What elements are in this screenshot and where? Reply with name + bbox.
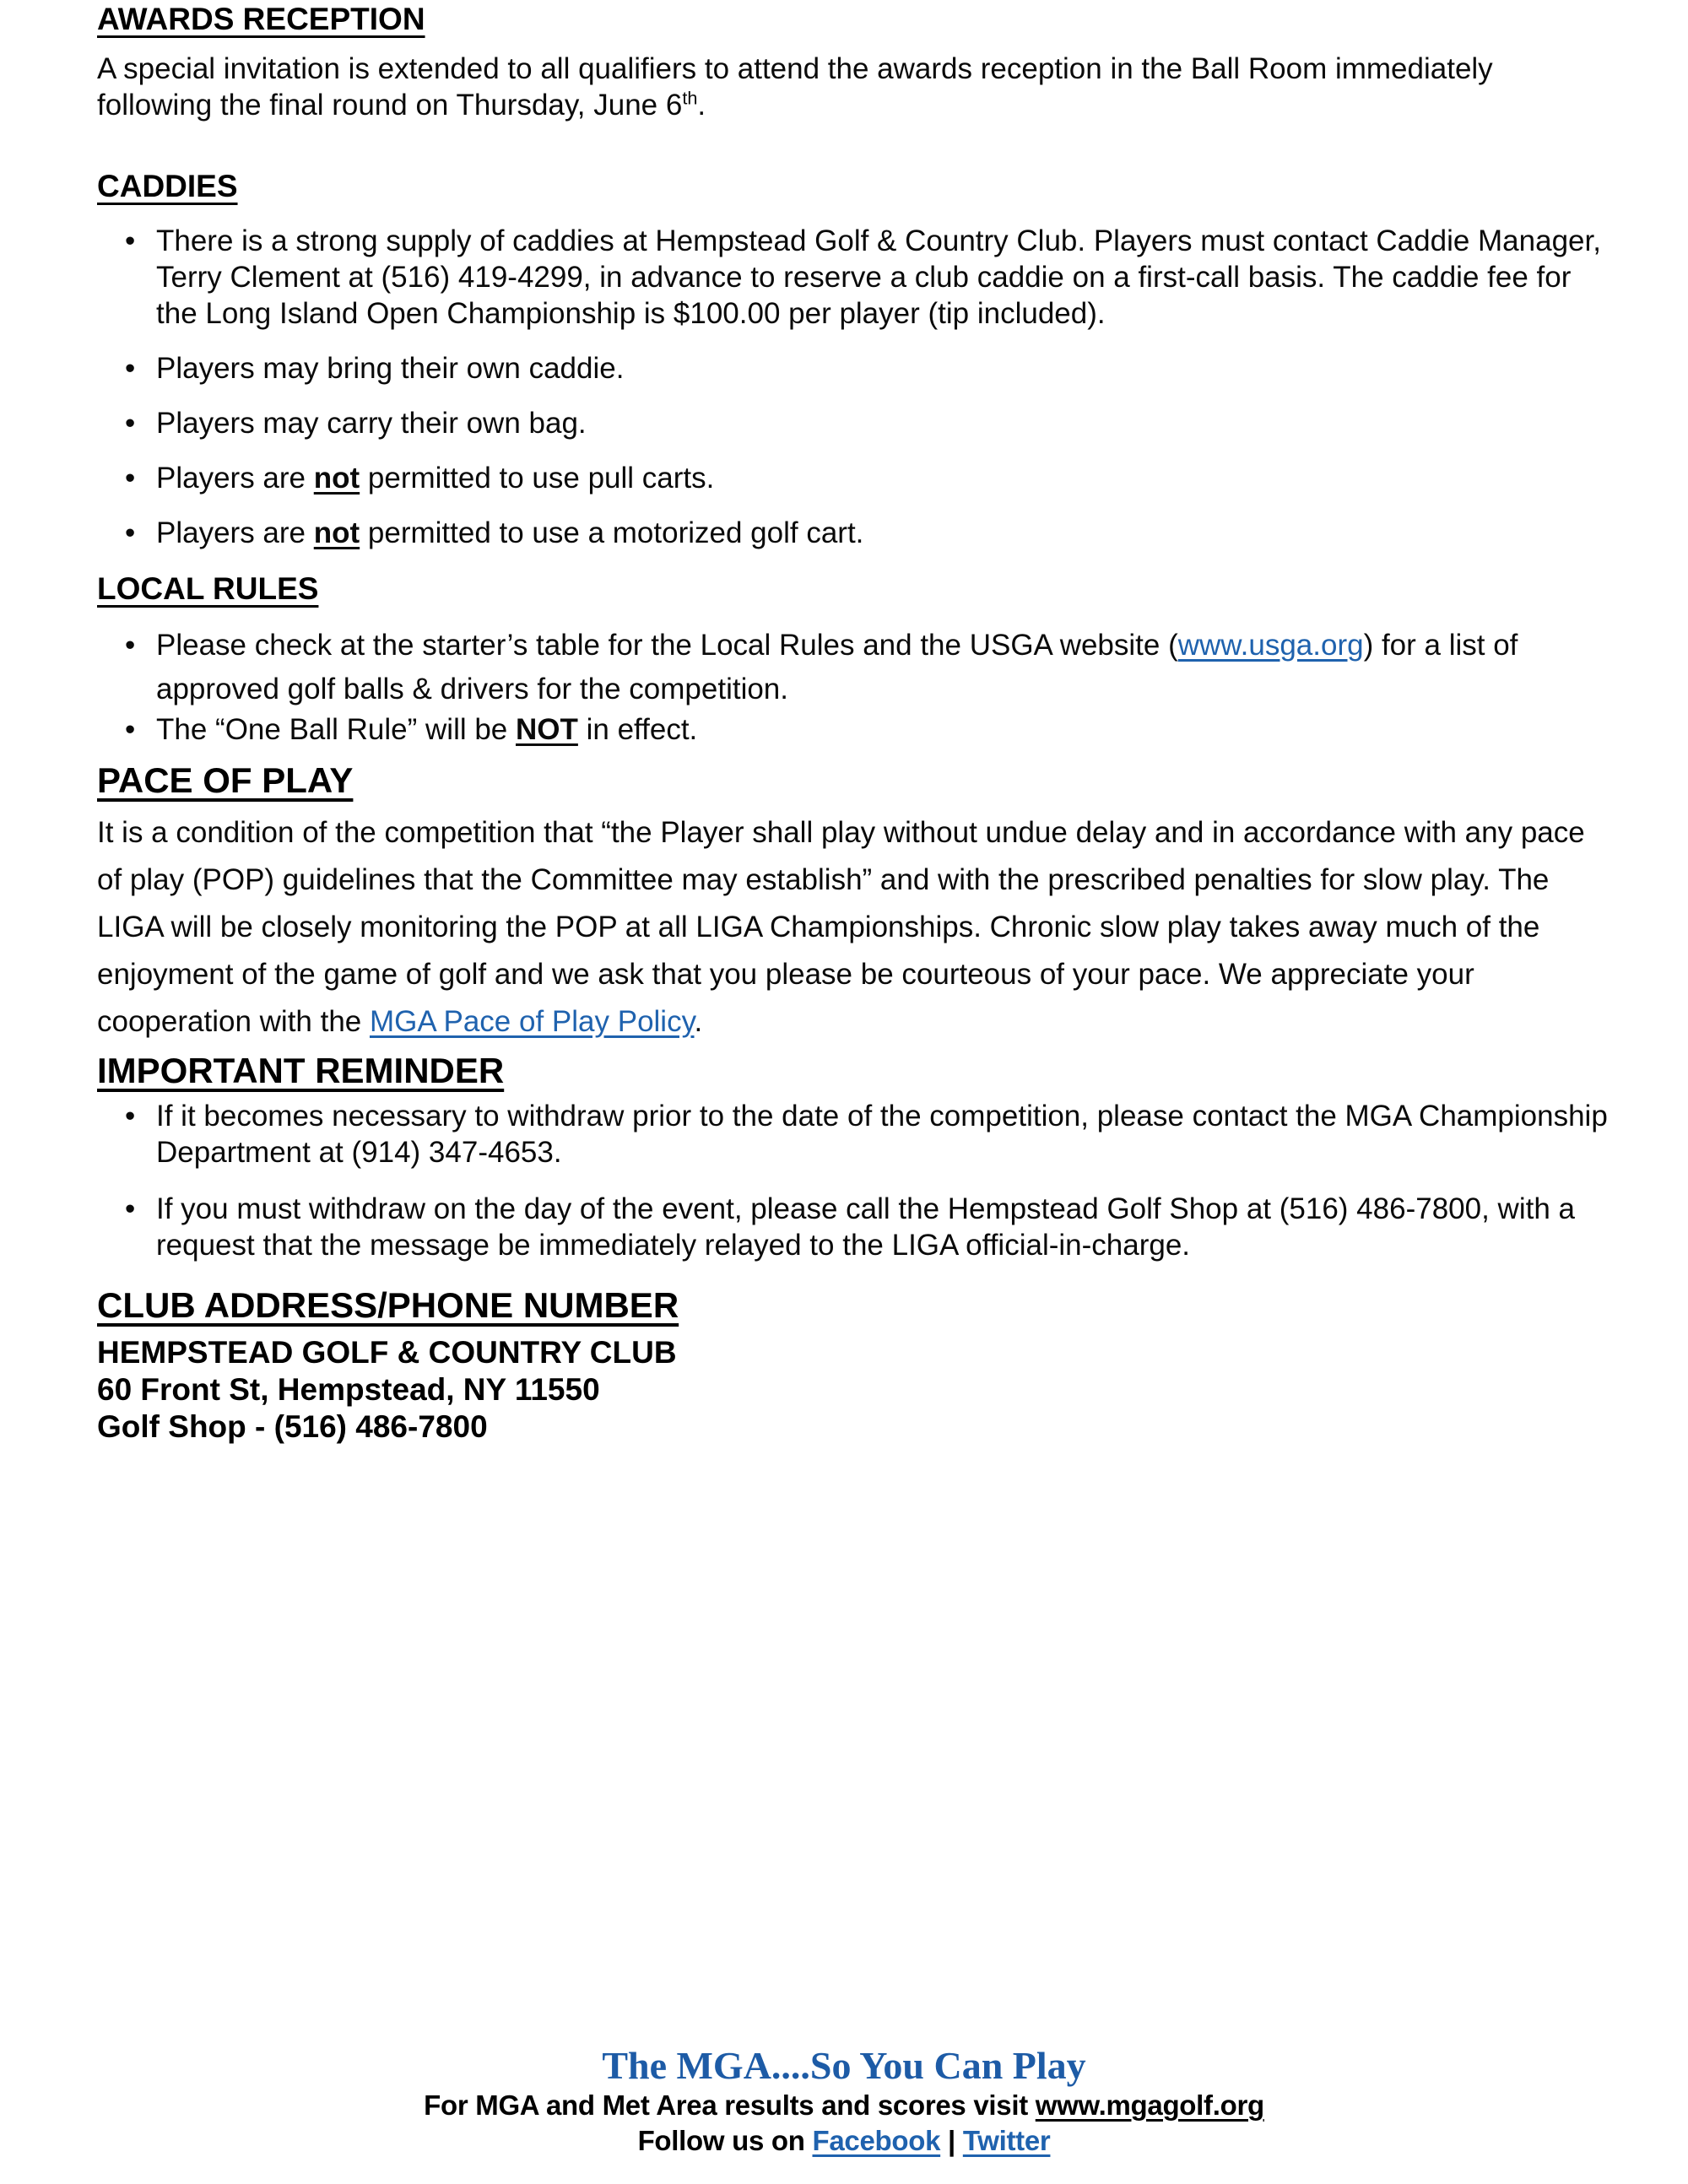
text-run: permitted to use pull carts. xyxy=(360,462,715,495)
footer-results-line xyxy=(0,2088,1688,2123)
emphasized-text: not xyxy=(313,516,360,549)
text-run: Players are xyxy=(156,462,314,495)
text-run: There is a strong supply of caddies at Hempstead Golf & Country Club. Players must contact Caddie Manager, Terry Clement at (516) 419-4299, in advance to reserve a club caddie on a first-call basis. The caddie fee for the Long Island Open Championship is $100.00 per player (tip included). xyxy=(156,224,1601,330)
twitter-link[interactable]: Twitter xyxy=(962,2125,1051,2156)
list-item xyxy=(97,405,1608,441)
text-run: | xyxy=(940,2125,963,2156)
document-content xyxy=(97,0,1608,1446)
emphasized-text: not xyxy=(313,462,360,495)
club-address-block xyxy=(97,1334,1608,1446)
bullet-icon: • xyxy=(125,352,136,385)
text-run: It is a condition of the competition that “the Player shall play without undue delay and in accordance with any pace of play (POP) guidelines that the Committee may establish” and with the prescribed penalties for slow play. The LIGA will be closely monitoring the POP at all LIGA Championships. Chronic slow play takes away much of the enjoyment of the game of golf and we ask that you please be courteous of your pace. We appreciate your cooperation with the xyxy=(97,816,1585,1038)
list-item xyxy=(97,1191,1608,1263)
list-item xyxy=(97,711,1608,748)
list-item xyxy=(97,223,1608,332)
bullet-icon: • xyxy=(125,713,136,746)
bullet-icon: • xyxy=(125,462,136,495)
text-run: A special invitation is extended to all qualifiers to attend the awards reception in the Ball Room immediately following the final round on Thursday, June 6 xyxy=(97,52,1493,122)
address-line: 60 Front St, Hempstead, NY 11550 xyxy=(97,1372,600,1407)
awards-reception-paragraph xyxy=(97,51,1608,123)
text-run: If you must withdraw on the day of the event, please call the Hempstead Golf Shop at (516) 486-7800, with a request that the message be immediately relayed to the LIGA official-in-charge. xyxy=(156,1192,1575,1262)
superscript-text: th xyxy=(682,87,698,109)
text-run: Follow us on xyxy=(637,2125,813,2156)
text-run: ) for a list of approved golf balls & drivers for the competition. xyxy=(156,629,1518,705)
pace-of-play-paragraph xyxy=(97,809,1608,1046)
list-item xyxy=(97,460,1608,496)
text-run: The “One Ball Rule” will be xyxy=(156,713,516,746)
mga-pace-of-play-policy-link[interactable]: MGA Pace of Play Policy xyxy=(369,1005,695,1038)
text-run: . xyxy=(694,1005,703,1038)
caddies-bullet-list xyxy=(97,223,1608,551)
bullet-text xyxy=(156,711,1608,748)
list-item xyxy=(97,1098,1608,1170)
text-run: If it becomes necessary to withdraw prior to the date of the competition, please contact the MGA Championship Department at (914) 347-4653. xyxy=(156,1100,1608,1169)
text-run: permitted to use a motorized golf cart. xyxy=(360,516,864,549)
usga-website-link[interactable]: www.usga.org xyxy=(1177,629,1364,662)
footer-follow-line xyxy=(0,2123,1688,2159)
bullet-text xyxy=(156,515,1608,551)
mgagolf-link[interactable]: www.mgagolf.org xyxy=(1035,2089,1264,2121)
text-run: Players may bring their own caddie. xyxy=(156,352,625,385)
bullet-text xyxy=(156,223,1608,332)
bullet-icon: • xyxy=(125,407,136,440)
facebook-link[interactable]: Facebook xyxy=(812,2125,941,2156)
bullet-icon: • xyxy=(125,224,136,257)
list-item xyxy=(97,624,1608,711)
section-heading-pace-of-play: PACE OF PLAY xyxy=(97,760,354,800)
bullet-icon: • xyxy=(125,516,136,549)
bullet-text xyxy=(156,460,1608,496)
section-heading-important-reminder: IMPORTANT REMINDER xyxy=(97,1051,505,1090)
bullet-icon: • xyxy=(125,629,136,662)
bullet-text xyxy=(156,405,1608,441)
footer-slogan: The MGA....So You Can Play xyxy=(602,2044,1086,2087)
list-item xyxy=(97,350,1608,387)
local-rules-bullet-list xyxy=(97,624,1608,748)
bullet-text xyxy=(156,350,1608,387)
emphasized-text: NOT xyxy=(516,713,578,746)
bullet-text xyxy=(156,624,1608,711)
page-footer xyxy=(0,2044,1688,2159)
bullet-icon: • xyxy=(125,1192,136,1225)
list-item xyxy=(97,515,1608,551)
bullet-icon: • xyxy=(125,1100,136,1133)
text-run: . xyxy=(697,89,706,122)
address-line: Golf Shop - (516) 486-7800 xyxy=(97,1409,488,1444)
bullet-text xyxy=(156,1098,1608,1170)
text-run: For MGA and Met Area results and scores visit xyxy=(424,2089,1036,2121)
section-heading-local-rules: LOCAL RULES xyxy=(97,571,319,606)
section-heading-caddies: CADDIES xyxy=(97,169,238,203)
address-line: HEMPSTEAD GOLF & COUNTRY CLUB xyxy=(97,1335,677,1370)
section-heading-awards-reception: AWARDS RECEPTION xyxy=(97,2,425,36)
text-run: Please check at the starter’s table for the Local Rules and the USGA website ( xyxy=(156,629,1178,662)
bullet-text xyxy=(156,1191,1608,1263)
important-reminder-bullet-list xyxy=(97,1098,1608,1263)
text-run: Players may carry their own bag. xyxy=(156,407,587,440)
section-heading-club-address: CLUB ADDRESS/PHONE NUMBER xyxy=(97,1285,679,1325)
text-run: Players are xyxy=(156,516,314,549)
text-run: in effect. xyxy=(577,713,698,746)
